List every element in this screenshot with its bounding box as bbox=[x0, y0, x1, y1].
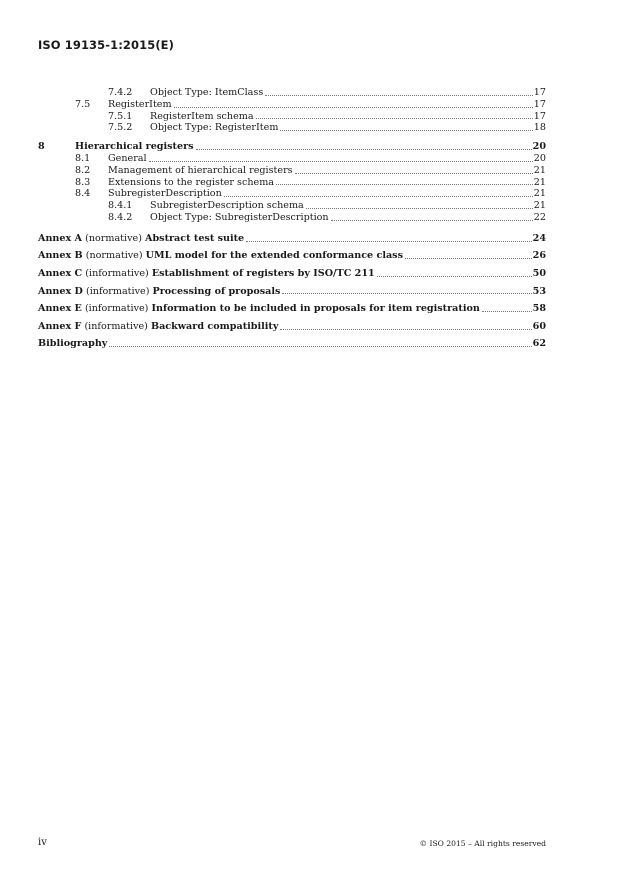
toc-entry-annex-d[interactable] bbox=[38, 286, 546, 298]
dot-leader bbox=[482, 311, 532, 312]
dot-leader bbox=[224, 196, 533, 197]
toc-title: Object Type: SubregisterDescription bbox=[150, 211, 329, 223]
toc-entry-8-2[interactable] bbox=[38, 165, 546, 177]
dot-leader bbox=[306, 208, 533, 209]
toc-page: 21 bbox=[533, 188, 546, 200]
toc-entry-bibliography[interactable] bbox=[38, 338, 546, 350]
annex-title: Establishment of registers by ISO/TC 211 bbox=[151, 267, 375, 279]
toc-entry-7-5-1[interactable] bbox=[38, 111, 546, 123]
toc-title: Extensions to the register schema bbox=[108, 176, 275, 188]
toc-entry-annex-a[interactable] bbox=[38, 233, 546, 245]
toc-title: General bbox=[108, 152, 147, 164]
toc-entry-8-3[interactable] bbox=[38, 177, 546, 189]
toc-page: 20 bbox=[532, 141, 546, 153]
toc-title: RegisterItem bbox=[108, 98, 172, 110]
annex-label: Annex A bbox=[38, 232, 83, 244]
toc-entry-8-4-1[interactable] bbox=[38, 200, 546, 212]
toc-title: Management of hierarchical registers bbox=[108, 164, 293, 176]
dot-leader bbox=[280, 130, 532, 131]
dot-leader bbox=[149, 161, 533, 162]
toc-page: 21 bbox=[533, 176, 546, 188]
toc-page: 17 bbox=[533, 87, 546, 98]
dot-leader bbox=[295, 173, 533, 174]
annex-title: UML model for the extended conformance class bbox=[145, 250, 403, 262]
toc-entry-annex-f[interactable] bbox=[38, 321, 546, 333]
annex-title: Information to be included in proposals for item registration bbox=[151, 303, 480, 315]
toc-number: 8.4 bbox=[75, 188, 91, 200]
dot-leader bbox=[196, 149, 532, 150]
dot-leader bbox=[405, 258, 532, 259]
toc-number: 7.5.2 bbox=[108, 122, 133, 134]
toc-title bbox=[38, 321, 279, 333]
document-header: ISO 19135-1:2015(E) bbox=[38, 38, 174, 52]
toc-entry-7-5[interactable] bbox=[38, 99, 546, 111]
toc-title bbox=[38, 268, 376, 280]
toc-page: 21 bbox=[533, 200, 546, 212]
toc-entry-8[interactable] bbox=[38, 141, 546, 153]
toc-entry-annex-e[interactable] bbox=[38, 303, 546, 315]
toc-title bbox=[38, 233, 245, 245]
toc-page: 62 bbox=[532, 338, 546, 350]
dot-leader bbox=[280, 329, 531, 330]
annex-type: (informative) bbox=[85, 285, 150, 297]
toc-number: 8.4.1 bbox=[108, 200, 133, 212]
dot-leader bbox=[331, 220, 533, 221]
annex-label: Annex D bbox=[38, 285, 83, 297]
table-of-contents bbox=[38, 87, 546, 350]
dot-leader bbox=[246, 241, 531, 242]
toc-title: Object Type: ItemClass bbox=[150, 87, 264, 98]
toc-title bbox=[38, 303, 481, 315]
toc-title: Object Type: RegisterItem bbox=[150, 122, 279, 134]
toc-entry-8-1[interactable] bbox=[38, 153, 546, 165]
annex-label: Annex E bbox=[38, 303, 82, 315]
toc-entry-annex-b[interactable] bbox=[38, 250, 546, 262]
annex-title: Processing of proposals bbox=[152, 285, 281, 297]
toc-page: 58 bbox=[532, 303, 546, 315]
annex-title: Abstract test suite bbox=[145, 232, 245, 244]
dot-leader bbox=[276, 184, 533, 185]
toc-page: 21 bbox=[533, 164, 546, 176]
annex-type: (normative) bbox=[85, 232, 142, 244]
annex-label: Annex C bbox=[38, 267, 83, 279]
toc-page: 50 bbox=[532, 267, 546, 279]
toc-number: 8.1 bbox=[75, 152, 91, 164]
toc-title bbox=[38, 286, 281, 298]
toc-entry-8-4-2[interactable] bbox=[38, 212, 546, 224]
toc-number: 8.3 bbox=[75, 176, 91, 188]
toc-entry-8-4[interactable] bbox=[38, 188, 546, 200]
toc-entry-7-4-2[interactable] bbox=[38, 87, 546, 99]
dot-leader bbox=[109, 346, 531, 347]
dot-leader bbox=[174, 107, 533, 108]
toc-number: 8.2 bbox=[75, 164, 91, 176]
annex-type: (informative) bbox=[84, 303, 149, 315]
toc-page: 17 bbox=[533, 110, 546, 122]
page-number: iv bbox=[38, 837, 47, 848]
toc-page: 24 bbox=[532, 232, 546, 244]
annex-label: Annex B bbox=[38, 250, 83, 262]
annex-label: Annex F bbox=[38, 320, 82, 332]
toc-page: 60 bbox=[532, 320, 546, 332]
toc-title: RegisterItem schema bbox=[150, 110, 254, 122]
toc-number: 7.5 bbox=[75, 98, 91, 110]
dot-leader bbox=[265, 95, 533, 96]
copyright-notice: © ISO 2015 – All rights reserved bbox=[419, 839, 546, 848]
toc-number: 7.4.2 bbox=[108, 87, 133, 98]
toc-title: SubregisterDescription bbox=[108, 188, 222, 200]
toc-page: 20 bbox=[533, 152, 546, 164]
toc-entry-annex-c[interactable] bbox=[38, 268, 546, 280]
toc-page: 26 bbox=[532, 250, 546, 262]
toc-title: Hierarchical registers bbox=[75, 141, 194, 153]
toc-page: 53 bbox=[532, 285, 546, 297]
dot-leader bbox=[377, 276, 532, 277]
dot-leader bbox=[256, 118, 533, 119]
annex-type: (informative) bbox=[84, 320, 148, 332]
annex-type: (normative) bbox=[85, 250, 143, 262]
toc-title: Bibliography bbox=[38, 338, 108, 350]
toc-entry-7-5-2[interactable] bbox=[38, 122, 546, 134]
toc-title: SubregisterDescription schema bbox=[150, 200, 304, 212]
toc-number: 7.5.1 bbox=[108, 110, 133, 122]
toc-title bbox=[38, 250, 404, 262]
toc-number: 8.4.2 bbox=[108, 211, 133, 223]
toc-page: 17 bbox=[533, 98, 546, 110]
toc-page: 22 bbox=[533, 211, 546, 223]
toc-page: 18 bbox=[533, 122, 546, 134]
toc-number: 8 bbox=[38, 141, 45, 153]
annex-type: (informative) bbox=[85, 267, 149, 279]
dot-leader bbox=[282, 293, 531, 294]
annex-title: Backward compatibility bbox=[150, 320, 279, 332]
